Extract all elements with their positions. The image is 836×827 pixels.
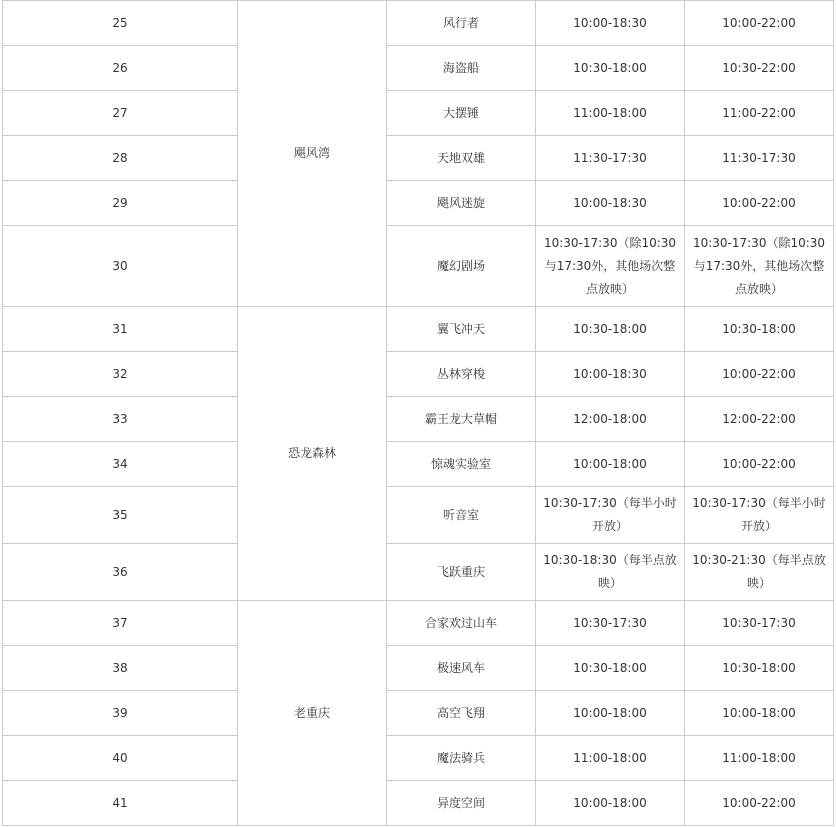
holiday-hours-cell: 10:00-22:00 xyxy=(685,352,834,397)
row-number-cell: 40 xyxy=(3,736,238,781)
table-row xyxy=(3,46,834,91)
area-name-cell: 老重庆 xyxy=(238,601,387,826)
weekday-hours-cell: 10:00-18:00 xyxy=(536,442,685,487)
row-number-cell: 31 xyxy=(3,307,238,352)
row-number-cell: 34 xyxy=(3,442,238,487)
weekday-hours-cell: 10:30-18:00 xyxy=(536,46,685,91)
attraction-name-cell: 飓风迷旋 xyxy=(387,181,536,226)
holiday-hours-cell: 10:30-17:30 xyxy=(685,601,834,646)
holiday-hours-cell: 10:30-21:30（每半点放映） xyxy=(685,544,834,601)
weekday-hours-cell: 10:00-18:30 xyxy=(536,1,685,46)
row-number-cell: 32 xyxy=(3,352,238,397)
attraction-name-cell: 极速风车 xyxy=(387,646,536,691)
row-number-cell: 26 xyxy=(3,46,238,91)
holiday-hours-cell: 11:00-18:00 xyxy=(685,736,834,781)
attraction-name-cell: 惊魂实验室 xyxy=(387,442,536,487)
table-row xyxy=(3,544,834,601)
weekday-hours-cell: 10:00-18:00 xyxy=(536,691,685,736)
table-row xyxy=(3,307,834,352)
attraction-name-cell: 飞跃重庆 xyxy=(387,544,536,601)
weekday-hours-cell: 10:30-18:00 xyxy=(536,646,685,691)
row-number-cell: 28 xyxy=(3,136,238,181)
row-number-cell: 36 xyxy=(3,544,238,601)
weekday-hours-cell: 10:30-18:30（每半点放映） xyxy=(536,544,685,601)
table-row xyxy=(3,1,834,46)
table-row xyxy=(3,442,834,487)
table-row xyxy=(3,736,834,781)
holiday-hours-cell: 10:00-22:00 xyxy=(685,181,834,226)
attraction-name-cell: 风行者 xyxy=(387,1,536,46)
table-row xyxy=(3,781,834,826)
schedule-table xyxy=(2,0,834,826)
attraction-name-cell: 听音室 xyxy=(387,487,536,544)
table-row xyxy=(3,91,834,136)
holiday-hours-cell: 10:30-22:00 xyxy=(685,46,834,91)
holiday-hours-cell: 10:30-17:30（每半小时开放） xyxy=(685,487,834,544)
weekday-hours-cell: 12:00-18:00 xyxy=(536,397,685,442)
row-number-cell: 41 xyxy=(3,781,238,826)
weekday-hours-cell: 10:00-18:30 xyxy=(536,352,685,397)
weekday-hours-cell: 11:00-18:00 xyxy=(536,91,685,136)
row-number-cell: 30 xyxy=(3,226,238,307)
holiday-hours-cell: 10:30-18:00 xyxy=(685,646,834,691)
table-row xyxy=(3,646,834,691)
weekday-hours-cell: 10:00-18:30 xyxy=(536,181,685,226)
table-row xyxy=(3,691,834,736)
holiday-hours-cell: 11:00-22:00 xyxy=(685,91,834,136)
attraction-name-cell: 魔幻剧场 xyxy=(387,226,536,307)
weekday-hours-cell: 11:30-17:30 xyxy=(536,136,685,181)
holiday-hours-cell: 10:00-18:00 xyxy=(685,691,834,736)
row-number-cell: 33 xyxy=(3,397,238,442)
row-number-cell: 27 xyxy=(3,91,238,136)
row-number-cell: 29 xyxy=(3,181,238,226)
attraction-name-cell: 海盗船 xyxy=(387,46,536,91)
weekday-hours-cell: 10:30-17:30（每半小时开放） xyxy=(536,487,685,544)
row-number-cell: 38 xyxy=(3,646,238,691)
holiday-hours-cell: 11:30-17:30 xyxy=(685,136,834,181)
weekday-hours-cell: 10:30-18:00 xyxy=(536,307,685,352)
attraction-name-cell: 高空飞翔 xyxy=(387,691,536,736)
table-row xyxy=(3,601,834,646)
weekday-hours-cell: 10:00-18:00 xyxy=(536,781,685,826)
weekday-hours-cell: 11:00-18:00 xyxy=(536,736,685,781)
table-row xyxy=(3,487,834,544)
attraction-name-cell: 合家欢过山车 xyxy=(387,601,536,646)
table-row xyxy=(3,136,834,181)
holiday-hours-cell: 10:00-22:00 xyxy=(685,781,834,826)
holiday-hours-cell: 10:30-17:30（除10:30与17:30外，其他场次整点放映） xyxy=(685,226,834,307)
holiday-hours-cell: 10:00-22:00 xyxy=(685,442,834,487)
area-name-cell: 飓风湾 xyxy=(238,1,387,307)
attraction-name-cell: 大摆锤 xyxy=(387,91,536,136)
area-name-cell: 恐龙森林 xyxy=(238,307,387,601)
row-number-cell: 25 xyxy=(3,1,238,46)
attraction-name-cell: 异度空间 xyxy=(387,781,536,826)
weekday-hours-cell: 10:30-17:30 xyxy=(536,601,685,646)
table-row xyxy=(3,352,834,397)
table-row xyxy=(3,181,834,226)
weekday-hours-cell: 10:30-17:30（除10:30与17:30外，其他场次整点放映） xyxy=(536,226,685,307)
attraction-name-cell: 魔法骑兵 xyxy=(387,736,536,781)
table-row xyxy=(3,226,834,307)
holiday-hours-cell: 12:00-22:00 xyxy=(685,397,834,442)
attraction-name-cell: 翼飞冲天 xyxy=(387,307,536,352)
holiday-hours-cell: 10:00-22:00 xyxy=(685,1,834,46)
table-row xyxy=(3,397,834,442)
row-number-cell: 37 xyxy=(3,601,238,646)
schedule-body xyxy=(3,1,834,826)
row-number-cell: 39 xyxy=(3,691,238,736)
holiday-hours-cell: 10:30-18:00 xyxy=(685,307,834,352)
attraction-name-cell: 丛林穿梭 xyxy=(387,352,536,397)
attraction-name-cell: 天地双雄 xyxy=(387,136,536,181)
attraction-name-cell: 霸王龙大草帽 xyxy=(387,397,536,442)
row-number-cell: 35 xyxy=(3,487,238,544)
